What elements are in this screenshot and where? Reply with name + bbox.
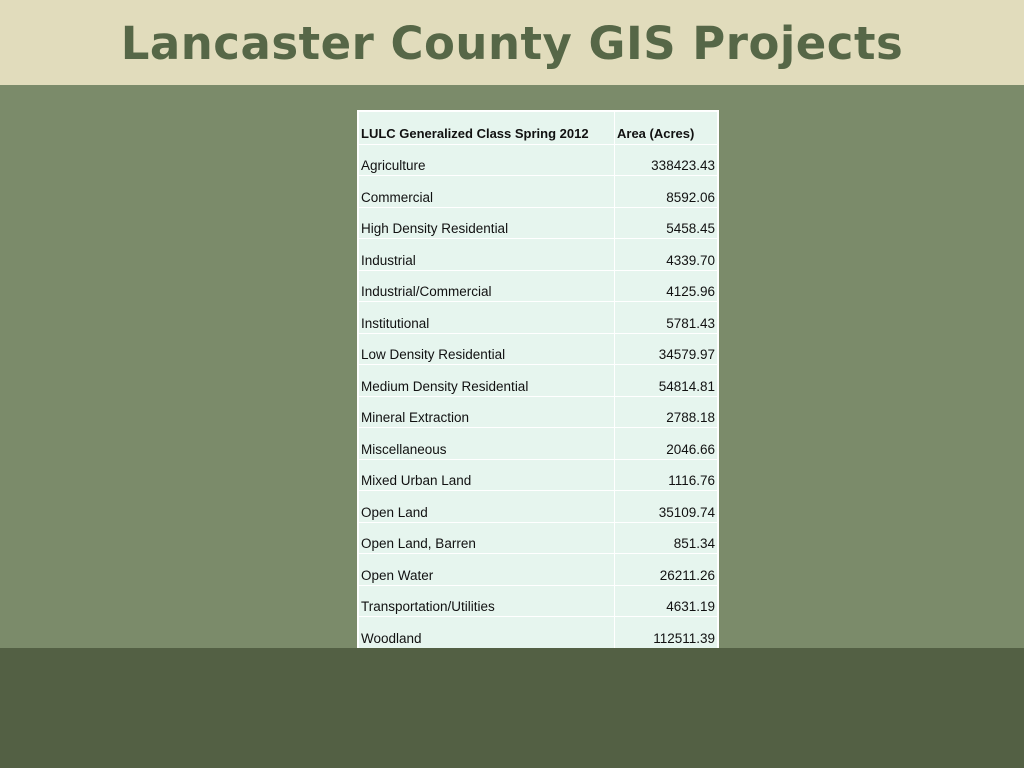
header-class: LULC Generalized Class Spring 2012 — [359, 112, 614, 144]
class-name-cell: Agriculture — [359, 145, 614, 176]
class-name-cell: Industrial/Commercial — [359, 271, 614, 302]
class-name-cell: Transportation/Utilities — [359, 586, 614, 617]
slide-title: Lancaster County GIS Projects — [120, 17, 904, 70]
table-header-row — [359, 112, 717, 144]
area-value-cell: 5781.43 — [615, 302, 717, 333]
class-name-cell: Open Land, Barren — [359, 523, 614, 554]
table-row — [359, 523, 717, 554]
class-name-cell: Mineral Extraction — [359, 397, 614, 428]
area-value-cell: 4125.96 — [615, 271, 717, 302]
area-value-cell: 35109.74 — [615, 491, 717, 522]
class-name-cell: Open Land — [359, 491, 614, 522]
area-value-cell: 34579.97 — [615, 334, 717, 365]
area-value-cell: 851.34 — [615, 523, 717, 554]
table-row — [359, 554, 717, 585]
table-row — [359, 586, 717, 617]
area-value-cell: 26211.26 — [615, 554, 717, 585]
area-value-cell: 112511.39 — [615, 617, 717, 648]
area-value-cell: 2046.66 — [615, 428, 717, 459]
table-row — [359, 491, 717, 522]
class-name-cell: Open Water — [359, 554, 614, 585]
class-name-cell: Institutional — [359, 302, 614, 333]
table-row — [359, 460, 717, 491]
table-row — [359, 208, 717, 239]
table-row — [359, 365, 717, 396]
class-name-cell: Commercial — [359, 176, 614, 207]
header-area: Area (Acres) — [615, 112, 717, 144]
table-row — [359, 271, 717, 302]
table-row — [359, 302, 717, 333]
table-row — [359, 145, 717, 176]
class-name-cell: Industrial — [359, 239, 614, 270]
area-value-cell: 4631.19 — [615, 586, 717, 617]
footer-band — [0, 648, 1024, 768]
table-row — [359, 334, 717, 365]
area-value-cell: 2788.18 — [615, 397, 717, 428]
table-row — [359, 239, 717, 270]
class-name-cell: Woodland — [359, 617, 614, 648]
area-value-cell: 54814.81 — [615, 365, 717, 396]
class-name-cell: Mixed Urban Land — [359, 460, 614, 491]
area-value-cell: 4339.70 — [615, 239, 717, 270]
table-row — [359, 176, 717, 207]
area-value-cell: 8592.06 — [615, 176, 717, 207]
lulc-table — [358, 111, 718, 649]
table-row — [359, 428, 717, 459]
class-name-cell: Medium Density Residential — [359, 365, 614, 396]
class-name-cell: Low Density Residential — [359, 334, 614, 365]
table-row — [359, 617, 717, 648]
area-value-cell: 1116.76 — [615, 460, 717, 491]
area-value-cell: 5458.45 — [615, 208, 717, 239]
table-container — [357, 110, 719, 650]
title-band — [0, 0, 1024, 85]
class-name-cell: Miscellaneous — [359, 428, 614, 459]
class-name-cell: High Density Residential — [359, 208, 614, 239]
area-value-cell: 338423.43 — [615, 145, 717, 176]
table-row — [359, 397, 717, 428]
